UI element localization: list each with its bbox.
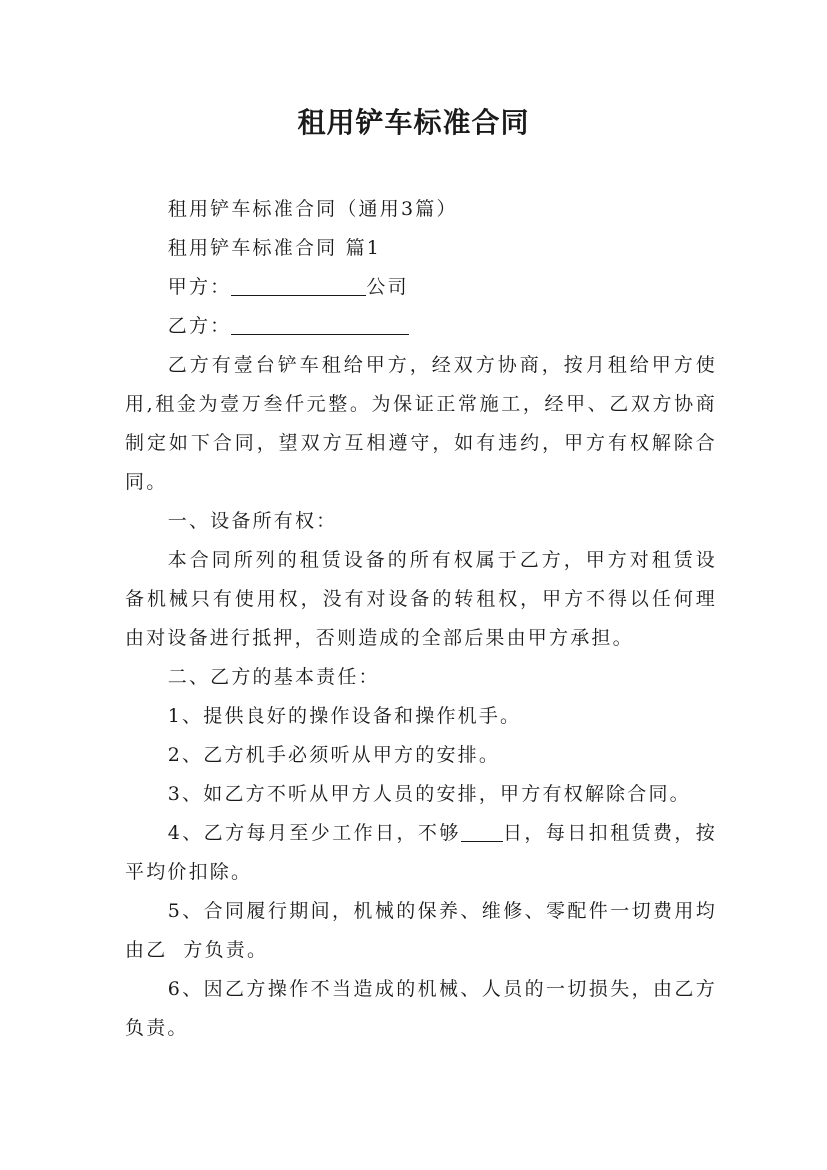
document-title: 租用铲车标准合同: [297, 106, 530, 139]
paragraph-item-6: 6、因乙方操作不当造成的机械、人员的一切损失，由乙方负责。: [125, 978, 717, 1039]
paragraph-item-1: 1、提供良好的操作设备和操作机手。: [167, 705, 522, 727]
paragraph-heading-ownership: 一、设备所有权：: [167, 510, 338, 532]
paragraph-item-4: [125, 814, 717, 892]
paragraph-party-a: [125, 268, 717, 307]
paragraph-ownership: 本合同所列的租赁设备的所有权属于乙方，甲方对租赁设备机械只有使用权，没有对设备的转租权，甲方不得以任何理由对设备进行抵押，否则造成的全部后果由甲方承担。: [125, 549, 717, 649]
paragraph-item-3: 3、如乙方不听从甲方人员的安排，甲方有权解除合同。: [167, 783, 691, 805]
party-a-label: 甲方：: [167, 276, 232, 298]
paragraph-item-5: [125, 892, 717, 970]
item-5-suffix: 方负责。: [183, 939, 269, 961]
party-b-blank: [231, 316, 409, 335]
document-body: [125, 190, 717, 1048]
paragraph-heading-responsibility: 二、乙方的基本责任：: [167, 666, 380, 688]
item-5-prefix: 5、合同履行期间，机械的保养、维修、零配件一切费用均由乙: [125, 900, 717, 961]
paragraph-item-2: 2、乙方机手必须听从甲方的安排。: [167, 744, 501, 766]
item-4-blank: [461, 823, 503, 842]
party-b-label: 乙方：: [167, 315, 232, 337]
party-a-suffix: 公司: [366, 276, 409, 298]
paragraph-section-heading: 租用铲车标准合同 篇1: [167, 237, 382, 259]
paragraph-party-b: [125, 307, 717, 346]
paragraph-subtitle: 租用铲车标准合同（通用3篇）: [167, 198, 458, 220]
item-4-prefix: 4、乙方每月至少工作日，不够: [167, 822, 461, 844]
party-a-blank: [231, 277, 366, 296]
item-4-suffix: 日，每日扣租赁费，按平均价扣除。: [125, 822, 717, 883]
paragraph-intro: 乙方有壹台铲车租给甲方，经双方协商，按月租给甲方使用,租金为壹万叁仟元整。为保证正常施工，经甲、乙双方协商制定如下合同，望双方互相遵守，如有违约，甲方有权解除合同。: [125, 354, 717, 493]
